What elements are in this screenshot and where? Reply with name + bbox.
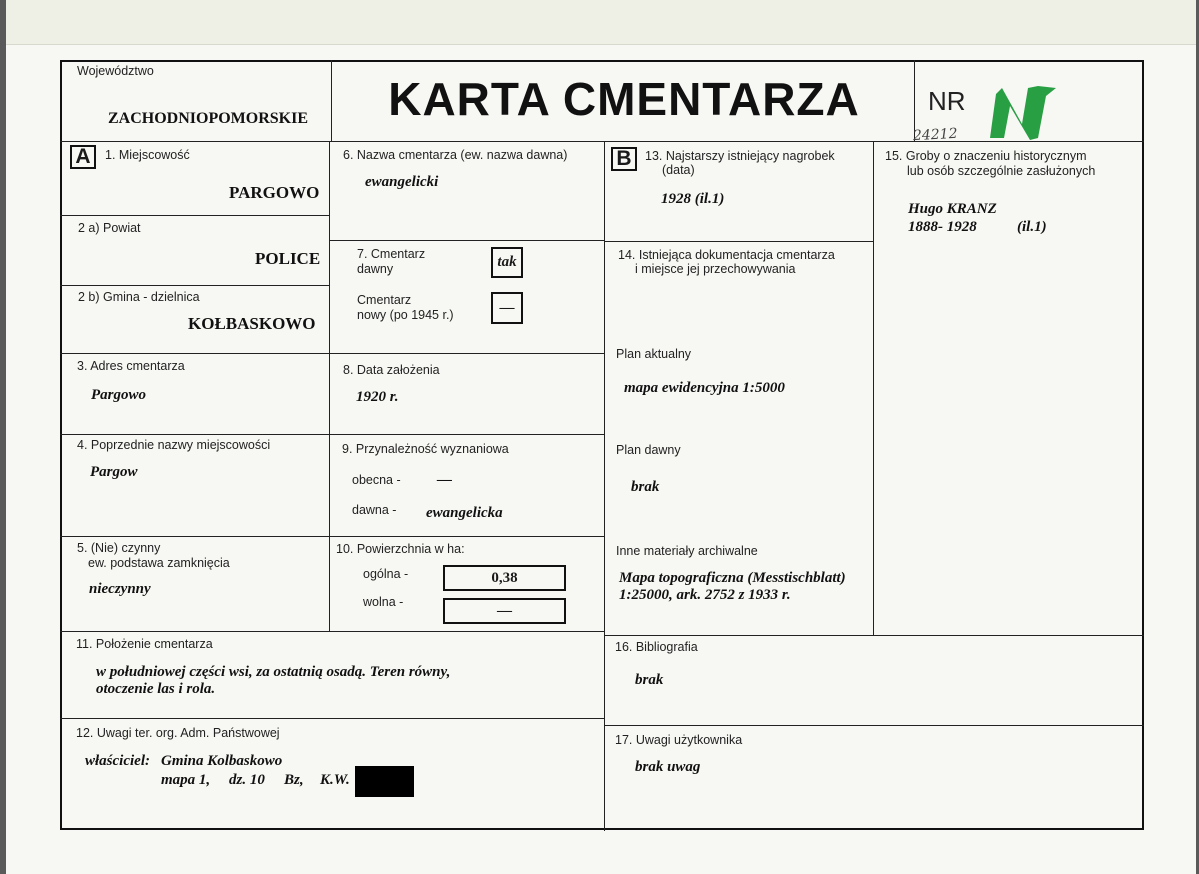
row-sep-bottom-left-2: [60, 718, 605, 719]
form-title: KARTA CMENTARZA: [388, 73, 860, 125]
field-12-bz: Bz,: [284, 772, 304, 788]
field-6-value: ewangelicki: [365, 174, 439, 190]
field-17-label: 17. Uwagi użytkownika: [615, 733, 743, 747]
row-sep-c1-2: [60, 285, 330, 286]
nr-label: NR: [928, 86, 966, 116]
field-2b-value: KOŁBASKOWO: [188, 314, 316, 333]
field-2a-value: POLICE: [255, 249, 321, 268]
field-16-label: 16. Bibliografia: [615, 640, 698, 654]
header-sep-1: [331, 60, 332, 142]
field-12-dz: dz. 10: [229, 772, 265, 788]
field-10-wolna-label: wolna -: [363, 595, 404, 609]
nr-handwritten: 24212: [912, 125, 958, 145]
field-16-value: brak: [635, 672, 664, 688]
field-6-label: 6. Nazwa cmentarza (ew. nazwa dawna): [343, 148, 568, 162]
field-12-owner-value: Gmina Kolbaskowo: [161, 753, 283, 769]
field-8-label: 8. Data założenia: [343, 363, 440, 377]
field-13-label-line1: 13. Najstarszy istniejący nagrobek: [645, 149, 835, 163]
field-7b-label-line1: Cmentarz: [357, 293, 412, 307]
plan-dawny-value: brak: [631, 479, 660, 495]
field-15-ref: (il.1): [1017, 219, 1047, 235]
field-7b-label-line2: nowy (po 1945 r.): [357, 308, 454, 322]
field-12-owner-prefix: właściciel:: [85, 753, 150, 769]
section-b-letter: B: [611, 147, 637, 171]
field-1-value: PARGOWO: [229, 183, 320, 202]
field-12-label: 12. Uwagi ter. org. Adm. Państwowej: [76, 726, 280, 740]
plan-aktualny-label: Plan aktualny: [616, 347, 692, 361]
row-sep-c2-4: [329, 536, 605, 537]
inne-materialy-label: Inne materiały archiwalne: [616, 544, 758, 558]
field-4-label: 4. Poprzednie nazwy miejscowości: [77, 438, 271, 452]
field-15-label-line2: lub osób szczególnie zasłużonych: [907, 164, 1096, 178]
field-13-value: 1928 (il.1): [661, 191, 725, 207]
wojewodztwo-label: Województwo: [77, 64, 154, 78]
wojewodztwo-value: ZACHODNIOPOMORSKIE: [108, 110, 309, 127]
field-3-label: 3. Adres cmentarza: [77, 359, 185, 373]
inne-materialy-value-line2: 1:25000, ark. 2752 z 1933 r.: [619, 587, 791, 603]
top-strip: [6, 0, 1196, 45]
plan-dawny-label: Plan dawny: [616, 443, 681, 457]
field-11-label: 11. Położenie cmentarza: [76, 637, 213, 651]
col-sep-3: [873, 141, 874, 635]
field-7-checkbox: tak: [491, 247, 523, 278]
row-sep-c2-1: [329, 240, 605, 241]
col-sep-2: [604, 141, 605, 831]
field-17-value: brak uwag: [635, 759, 701, 775]
redaction-box: [355, 766, 414, 797]
row-sep-c1-4: [60, 434, 330, 435]
row-sep-c1-1: [60, 215, 330, 216]
field-12-mapa: mapa 1,: [161, 772, 211, 788]
field-2b-label: 2 b) Gmina - dzielnica: [78, 290, 200, 304]
field-5-value: nieczynny: [89, 581, 151, 597]
row-sep-c2-2: [329, 353, 605, 354]
field-2a-label: 2 a) Powiat: [78, 221, 141, 235]
inne-materialy-value-line1: Mapa topograficzna (Messtischblatt): [619, 570, 846, 586]
field-11-value-line1: w południowej części wsi, za ostatnią osadą. Teren równy,: [96, 664, 451, 680]
field-4-value: Pargow: [90, 464, 138, 480]
row-sep-bottom-right-1: [604, 635, 1144, 636]
section-a-letter: A: [70, 145, 96, 169]
field-7-label-line1: 7. Cmentarz: [357, 247, 426, 261]
field-8-value: 1920 r.: [356, 389, 399, 405]
field-10-wolna-box: —: [443, 598, 566, 624]
green-n-marker-icon: [982, 80, 1062, 144]
field-10-label: 10. Powierzchnia w ha:: [336, 542, 465, 556]
field-5-label-line1: 5. (Nie) czynny: [77, 541, 161, 555]
field-10-ogolna-box: 0,38: [443, 565, 566, 591]
field-7b-checkbox: —: [491, 292, 523, 324]
field-9-label: 9. Przynależność wyznaniowa: [342, 442, 509, 456]
row-sep-bottom-right-2: [604, 725, 1144, 726]
field-9-dawna-label: dawna -: [352, 503, 397, 517]
field-7-label-line2: dawny: [357, 262, 394, 276]
field-9-obecna-value: —: [437, 472, 452, 488]
field-15-name: Hugo KRANZ: [908, 201, 997, 217]
field-13-label-line2: (data): [662, 163, 695, 177]
field-15-dates: 1888- 1928: [908, 219, 977, 235]
field-9-dawna-value: ewangelicka: [426, 505, 503, 521]
row-sep-c1-5: [60, 536, 330, 537]
field-12-kw: K.W.: [320, 772, 350, 788]
field-1-label: 1. Miejscowość: [105, 148, 190, 162]
row-sep-c2-3: [329, 434, 605, 435]
row-sep-c3-1: [604, 241, 874, 242]
row-sep-bottom-left-1: [60, 631, 605, 632]
field-14-label-line1: 14. Istniejąca dokumentacja cmentarza: [618, 248, 835, 262]
field-14-label-line2: i miejsce jej przechowywania: [635, 262, 796, 276]
field-11-value-line2: otoczenie las i rola.: [96, 681, 216, 697]
field-5-label-line2: ew. podstawa zamknięcia: [88, 556, 230, 570]
field-9-obecna-label: obecna -: [352, 473, 401, 487]
plan-aktualny-value: mapa ewidencyjna 1:5000: [624, 380, 785, 396]
field-15-label-line1: 15. Groby o znaczeniu historycznym: [885, 149, 1087, 163]
row-sep-c1-3: [60, 353, 330, 354]
field-10-ogolna-label: ogólna -: [363, 567, 409, 581]
field-3-value: Pargowo: [91, 387, 147, 403]
